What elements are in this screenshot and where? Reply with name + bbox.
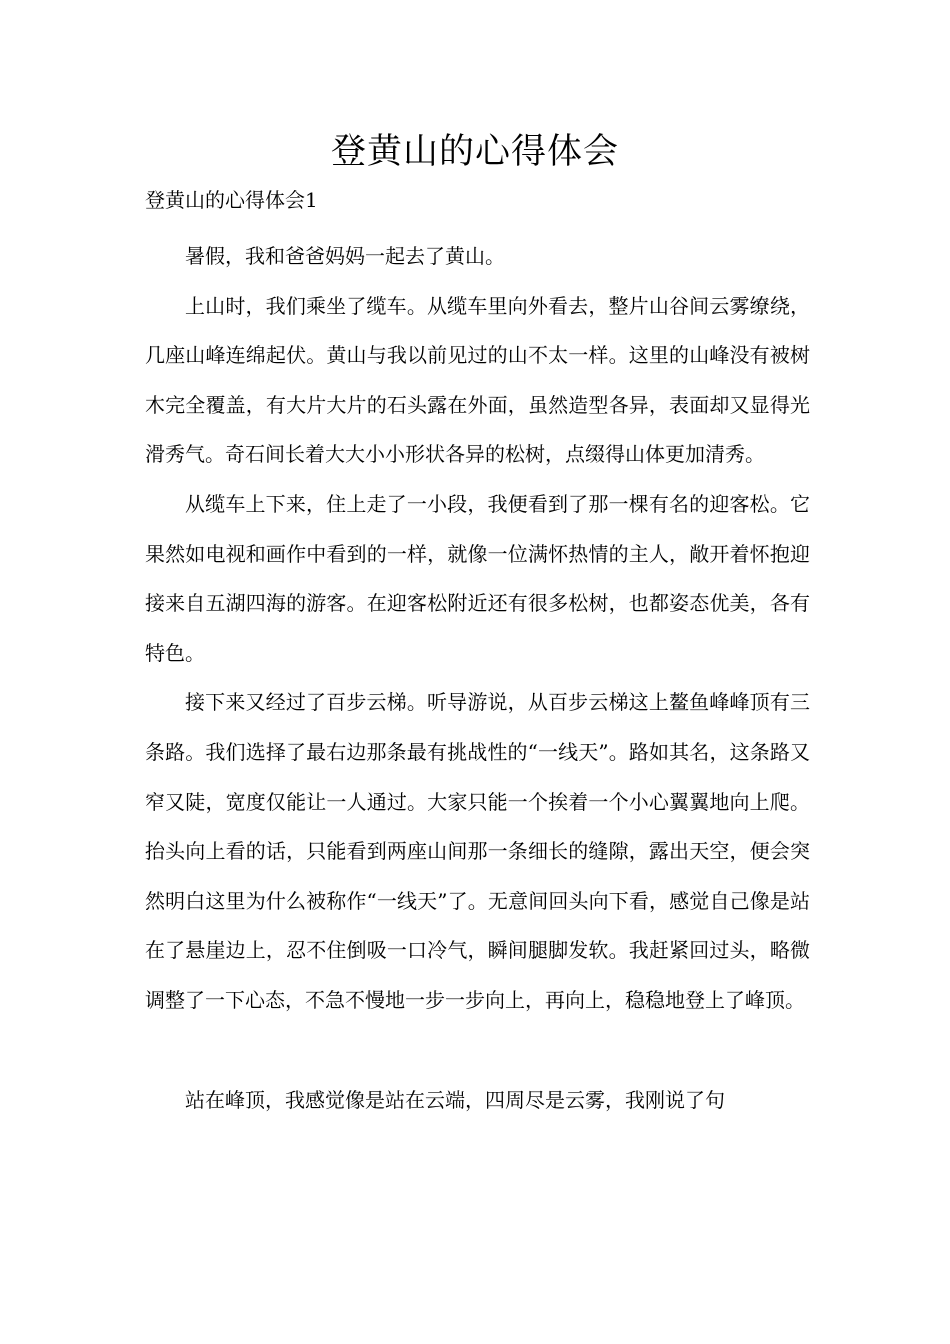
paragraph-1: 暑假，我和爸爸妈妈一起去了黄山。 — [185, 244, 505, 268]
document-title: 登黄山的心得体会 — [330, 132, 619, 172]
section-subtitle: 登黄山的心得体会1 — [145, 188, 318, 212]
paragraph-3: 从缆车上下来，住上走了一小段，我便看到了那一棵有名的迎客松。它果然如电视和画作中看到的一样，就像一位满怀热情的主人，敞开着怀抱迎接来自五湖四海的游客。在迎客松附近还有很多松树，也都姿态优美，各有特色。 — [145, 491, 810, 665]
paragraph-2: 上山时，我们乘坐了缆车。从缆车里向外看去，整片山谷间云雾缭绕，几座山峰连绵起伏。黄山与我以前见过的山不太一样。这里的山峰没有被树木完全覆盖，有大片大片的石头露在外面，虽然造型各异，表面却又显得光滑秀气。奇石间长着大大小小形状各异的松树，点缀得山体更加清秀。 — [145, 293, 810, 467]
document-body — [145, 232, 810, 1125]
paragraph-5: 站在峰顶，我感觉像是站在云端，四周尽是云雾，我刚说了句 — [185, 1087, 725, 1112]
paragraph-4: 接下来又经过了百步云梯。听导游说，从百步云梯这上鳌鱼峰峰顶有三条路。我们选择了最右边那条最有挑战性的“一线天”。路如其名，这条路又窄又陡，宽度仅能让一人通过。大家只能一个挨着一个小心翼翼地向上爬。抬头向上看的话，只能看到两座山间那一条细长的缝隙，露出天空，便会突然明白这里为什么被称作“一线天”了。无意间回头向下看，感觉自己像是站在了悬崖边上，忍不住倒吸一口冷气，瞬间腿脚发软。我赶紧回过头，略微调整了一下心态，不急不慢地一步一步向上，再向上，稳稳地登上了峰顶。 — [145, 690, 810, 1012]
